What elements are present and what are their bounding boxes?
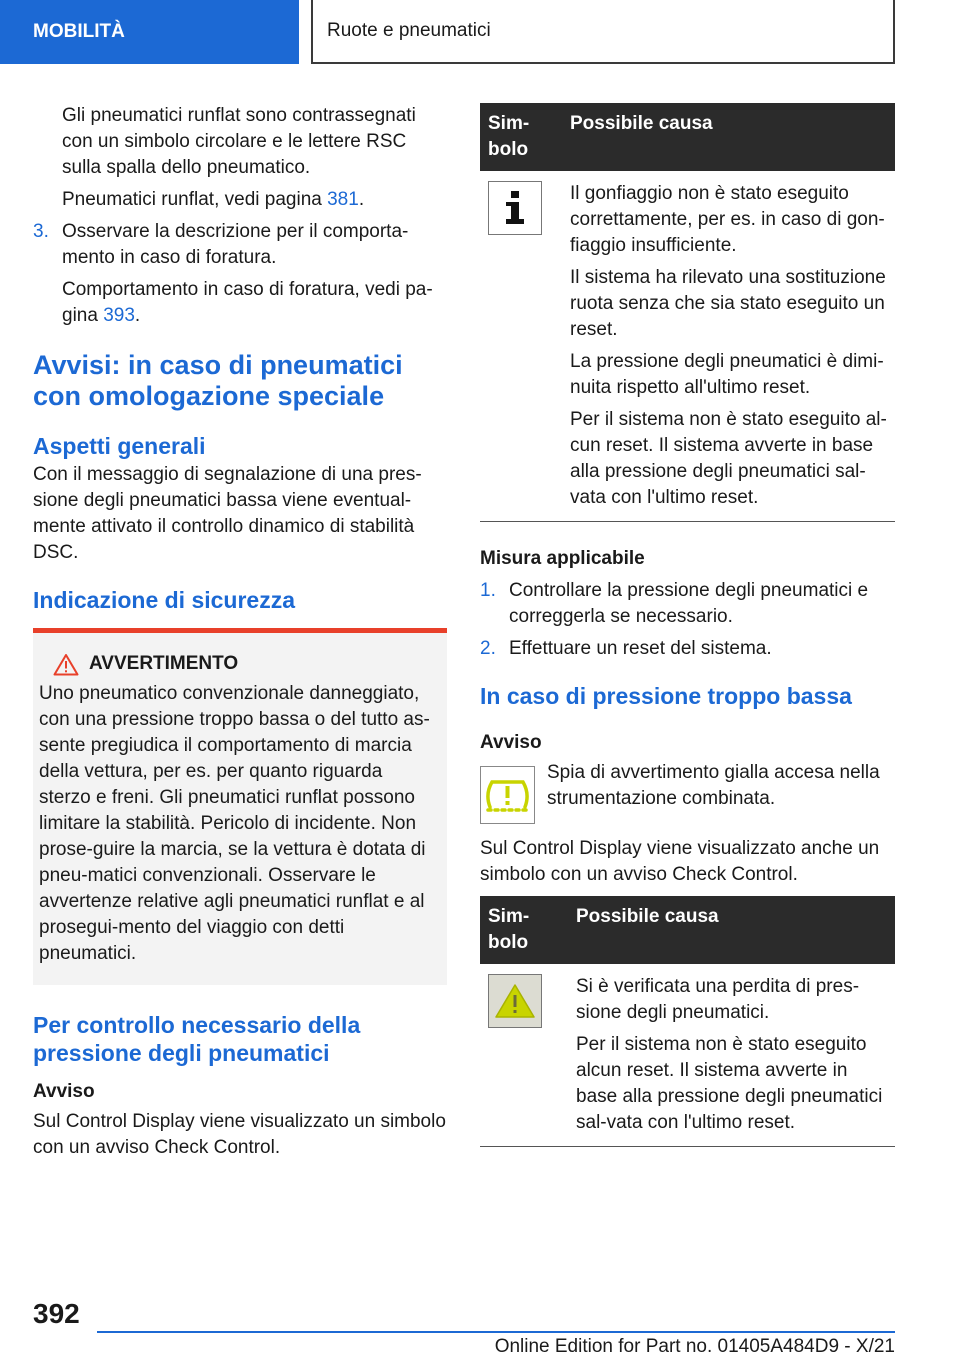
footer-divider [97, 1331, 895, 1333]
warning-triangle-icon [53, 653, 79, 676]
info-icon [488, 181, 542, 235]
heading-misura: Misura applicabile [480, 548, 645, 569]
step-number: 2. [480, 638, 496, 659]
foratura-ref-paragraph [33, 277, 447, 329]
step-2 [480, 636, 895, 662]
runflat-ref-paragraph [33, 187, 447, 213]
heading-avviso-right: Avviso [480, 732, 542, 753]
cause-cell [562, 171, 895, 522]
heading-controllo-pressione: Per controllo necessario della pressione degli pneumatici [33, 1012, 361, 1066]
table-row [480, 171, 895, 522]
symbol-table-info [480, 103, 895, 522]
step-text: Controllare la pressione degli pneumatici e correggerla se necessario. [509, 580, 869, 627]
left-column [33, 103, 447, 1161]
table-header-row [480, 896, 895, 964]
col-cause-header: Possibile causa [568, 896, 895, 964]
col-symbol-header: Sim-bolo [480, 103, 562, 171]
step-1 [480, 578, 895, 630]
symbol-cell [480, 171, 562, 522]
warning-header [39, 651, 439, 677]
heading-pressione-bassa: In caso di pressione troppo bassa [480, 683, 852, 709]
heading-avvisi: Avvisi: in caso di pneumatici con omologazione speciale [33, 350, 403, 411]
table-header-row [480, 103, 895, 171]
warning-text: Uno pneumatico convenzionale danneggiato, con una pressione troppo bassa o del tutto as-sente pregiudica il comportamento di marcia della vettura, per es. per quanto riguarda sterzo e freni. Gli pneumatici runflat possono limitare la stabilità. Pericolo di incidente. Non prose-guire la marcia, se la vettura è dotata di pneu-matici convenzionali. Osservare le avvertenze relative agli pneumatici runflat e al prosegui-mento del viaggio con detti pneumatici. [39, 683, 430, 964]
cause-text: Il sistema ha rilevato una sostituzione ruota senza che sia stato eseguito un reset. [570, 267, 886, 340]
cause-text: Per il sistema non è stato eseguito al-cun reset. Il sistema avverte in base alla pressione degli pneumatici sal-vata con l'ultimo reset. [570, 409, 887, 508]
table-row [480, 964, 895, 1147]
step-text: Effettuare un reset del sistema. [509, 638, 772, 659]
aspetti-paragraph: Con il messaggio di segnalazione di una pres-sione degli pneumatici bassa viene eventual-mente attivato il controllo dinamico di stabilità DSC. [33, 464, 422, 563]
step-number: 3. [33, 221, 49, 242]
chapter-label: Ruote e pneumatici [327, 20, 491, 41]
step-3 [33, 219, 447, 271]
col-cause-header: Possibile causa [562, 103, 895, 171]
spia-paragraph: Spia di avvertimento gialla accesa nella strumentazione combinata. [547, 762, 880, 809]
heading-sicurezza: Indicazione di sicurezza [33, 587, 296, 613]
foratura-ref-text: Comportamento in caso di foratura, vedi pa-gina [62, 279, 433, 326]
heading-avviso-left: Avviso [33, 1081, 95, 1102]
runflat-ref-text: Pneumatici runflat, vedi pagina [62, 189, 328, 210]
runflat-ref-end: . [358, 189, 365, 210]
symbol-table-warning [480, 896, 895, 1147]
section-tab[interactable] [0, 0, 299, 64]
col-symbol-header: Sim-bolo [480, 896, 568, 964]
edition-text: Online Edition for Part no. 01405A484D9 - X/21 [494, 1336, 895, 1357]
runflat-mark-paragraph: Gli pneumatici runflat sono contrassegnati con un simbolo circolare e le lettere RSC sulla spalla dello pneumatico. [62, 105, 416, 178]
yellow-warning-triangle-icon [488, 974, 542, 1028]
chapter-tab [311, 0, 895, 64]
cause-text: Per il sistema non è stato eseguito alcun reset. Il sistema avverte in base alla pressione degli pneumatici sal-vata con l'ultimo reset. [576, 1034, 883, 1133]
cause-text: Si è verificata una perdita di pres-sione degli pneumatici. [576, 976, 860, 1023]
display-paragraph: Sul Control Display viene visualizzato anche un simbolo con un avviso Check Control. [480, 838, 880, 885]
avviso-paragraph-left: Sul Control Display viene visualizzato un simbolo con un avviso Check Control. [33, 1111, 446, 1158]
right-column [480, 103, 895, 1147]
tire-pressure-warning-lamp-icon [480, 766, 535, 824]
indicator-row [480, 760, 895, 824]
step-number: 1. [480, 580, 496, 601]
warning-box [33, 628, 447, 985]
cause-text: La pressione degli pneumatici è dimi-nuita rispetto all'ultimo reset. [570, 351, 884, 398]
foratura-ref-end: . [134, 305, 141, 326]
page-number: 392 [33, 1298, 80, 1329]
warning-title: AVVERTIMENTO [89, 653, 239, 674]
heading-aspetti-generali: Aspetti generali [33, 433, 206, 459]
step-text: Osservare la descrizione per il comporta-mento in caso di foratura. [62, 221, 409, 268]
page-link-393[interactable]: 393 [103, 305, 135, 326]
symbol-cell [480, 964, 568, 1147]
section-label: MOBILITÀ [33, 21, 125, 42]
page-link-381[interactable]: 381 [327, 189, 359, 210]
cause-cell [568, 964, 895, 1147]
cause-text: Il gonfiaggio non è stato eseguito correttamente, per es. in caso di gon-fiaggio insufficiente. [570, 183, 885, 256]
